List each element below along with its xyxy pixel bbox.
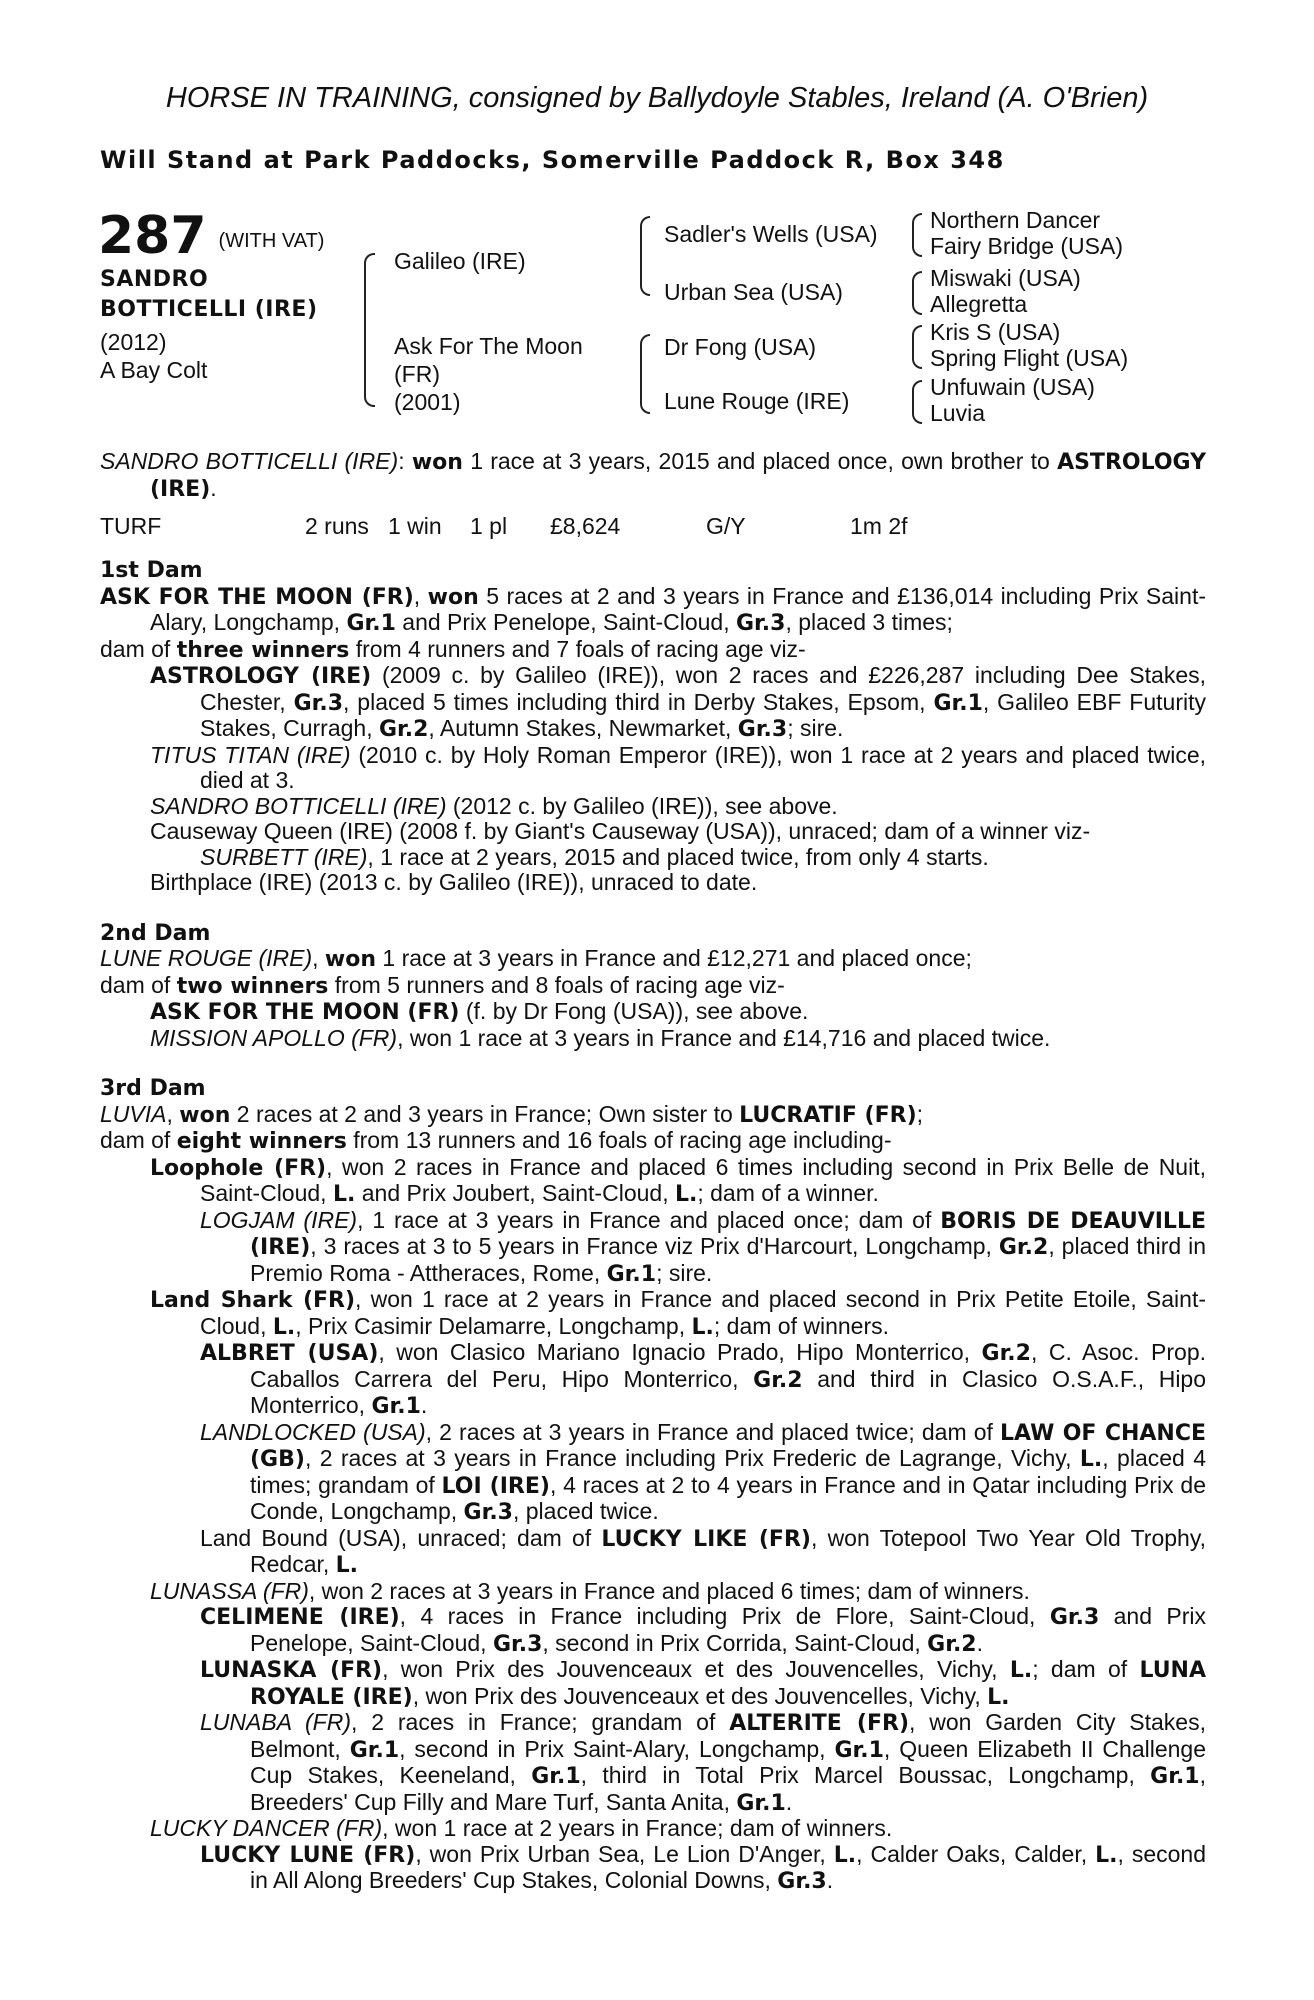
horse-description: A Bay Colt xyxy=(100,357,208,383)
dam-sire: Dr Fong (USA) xyxy=(664,334,817,360)
third-dam-heading: 3rd Dam xyxy=(100,1076,206,1101)
foaling-year: (2012) xyxy=(100,329,167,355)
turf-record: TURF 2 runs 1 win 1 pl £8,624 G/Y 1m 2f xyxy=(100,513,908,539)
vat-label: (WITH VAT) xyxy=(218,230,325,252)
stable-location: Will Stand at Park Paddocks, Somerville Paddock R, Box 348 xyxy=(100,146,1005,174)
sire-sire: Sadler's Wells (USA) xyxy=(664,221,878,247)
produce-celimene: CELIMENE (IRE), 4 races in France including Prix de Flore, Saint-Cloud, Gr.3 and Prix Penelope, Saint-Cloud, Gr.3, second in Prix Corrida, Saint-Cloud, Gr.2. xyxy=(200,1603,1207,1657)
first-dam-heading: 1st Dam xyxy=(100,558,203,583)
produce-mission-apollo: MISSION APOLLO (FR), won 1 race at 3 years in France and £14,716 and placed twice. xyxy=(150,1024,1051,1051)
sire-dam-ancestors: Miswaki (USA) Allegretta xyxy=(930,265,1081,317)
lot-number: 287 xyxy=(98,206,207,266)
produce-loophole: Loophole (FR), won 2 races in France and placed 6 times including second in Prix Belle de Nuit, Saint-Cloud, L. and Prix Joubert, Saint-Cloud, L.; dam of a winner. xyxy=(150,1153,1206,1207)
produce-titus-titan: TITUS TITAN (IRE) (2010 c. by Holy Roman Emperor (IRE)), won 1 race at 2 years and placed twice, died at 3. xyxy=(150,741,1206,793)
third-dam-record: LUVIA, won 2 races at 2 and 3 years in France; Own sister to LUCRATIF (FR); xyxy=(100,1100,924,1128)
produce-logjam: LOGJAM (IRE), 1 race at 3 years in France and placed once; dam of BORIS DE DEAUVILLE (IRE), 3 races at 3 to 5 years in France viz Prix d'Harcourt, Longchamp, Gr.2, placed third in Premio Roma - Attheraces, Rome, Gr.1; sire. xyxy=(200,1206,1206,1287)
produce-sandro-botticelli: SANDRO BOTTICELLI (IRE) (2012 c. by Galileo (IRE)), see above. xyxy=(150,792,838,819)
second-dam-record: LUNE ROUGE (IRE), won 1 race at 3 years in France and £12,271 and placed once; xyxy=(100,945,972,972)
produce-birthplace: Birthplace (IRE) (2013 c. by Galileo (IRE)), unraced to date. xyxy=(150,869,758,895)
sire-line-ancestors: Northern Dancer Fairy Bridge (USA) xyxy=(930,207,1123,259)
horse-name-line1: SANDRO xyxy=(100,267,209,292)
dam: Ask For The Moon (FR) (2001) xyxy=(394,333,583,415)
consignor-heading: HORSE IN TRAINING, consigned by Ballydoyle Stables, Ireland (A. O'Brien) xyxy=(165,82,1149,114)
pedigree-bracket xyxy=(912,380,922,424)
pedigree-bracket xyxy=(912,325,922,369)
pedigree-bracket xyxy=(364,253,375,407)
horse-info xyxy=(100,328,207,384)
first-dam-record: ASK FOR THE MOON (FR), won 5 races at 2 and 3 years in France and £136,014 including Prix Saint-Alary, Longchamp, Gr.1 and Prix Penelope, Saint-Cloud, Gr.3, placed 3 times; xyxy=(100,582,1206,636)
produce-astrology: ASTROLOGY (IRE) (2009 c. by Galileo (IRE)), won 2 races and £226,287 including Dee Stakes, Chester, Gr.3, placed 5 times including third in Derby Stakes, Epsom, Gr.1, Galileo EBF Futurity Stakes, Curragh, Gr.2, Autumn Stakes, Newmarket, Gr.3; sire. xyxy=(150,662,1207,742)
second-dam-produce-intro: dam of two winners from 5 runners and 8 foals of racing age viz- xyxy=(100,971,785,999)
produce-land-shark: Land Shark (FR), won 1 race at 2 years in France and placed second in Prix Petite Etoile, Saint-Cloud, L., Prix Casimir Delamarre, Longchamp, L.; dam of winners. xyxy=(150,1286,1206,1340)
race-record xyxy=(100,449,1206,1895)
dam-dam: Lune Rouge (IRE) xyxy=(664,388,850,414)
produce-lunaba: LUNABA (FR), 2 races in France; grandam of ALTERITE (FR), won Garden City Stakes, Belmont, Gr.1, second in Prix Saint-Alary, Longchamp, Gr.1, Queen Elizabeth II Challenge Cup Stakes, Keeneland, Gr.1, third in Total Prix Marcel Boussac, Longchamp, Gr.1, Breeders' Cup Filly and Mare Turf, Santa Anita, Gr.1. xyxy=(200,1709,1207,1816)
produce-ask-for-the-moon: ASK FOR THE MOON (FR) (f. by Dr Fong (USA)), see above. xyxy=(150,998,809,1025)
dam-dam-ancestors: Unfuwain (USA) Luvia xyxy=(930,374,1095,426)
produce-landlocked: LANDLOCKED (USA), 2 races at 3 years in France and placed twice; dam of LAW OF CHANCE (GB), 2 races at 3 years in France including Prix Frederic de Lagrange, Vichy, L., placed 4 times; grandam of LOI (IRE), 4 races at 2 to 4 years in France and in Qatar including Prix de Conde, Longchamp, Gr.3, placed twice. xyxy=(200,1418,1207,1525)
produce-causeway-queen: Causeway Queen (IRE) (2008 f. by Giant's Causeway (USA)), unraced; dam of a winner viz- xyxy=(150,818,1091,844)
sire: Galileo (IRE) xyxy=(394,248,526,274)
horse-name xyxy=(100,265,318,325)
pedigree-bracket xyxy=(640,334,650,414)
third-dam-produce-intro: dam of eight winners from 13 runners and 16 foals of racing age including- xyxy=(100,1127,892,1154)
produce-lunassa: LUNASSA (FR), won 2 races at 3 years in France and placed 6 times; dam of winners. xyxy=(150,1577,1030,1604)
dam-sire-ancestors: Kris S (USA) Spring Flight (USA) xyxy=(930,319,1129,371)
produce-land-bound: Land Bound (USA), unraced; dam of LUCKY LIKE (FR), won Totepool Two Year Old Trophy, Redcar, L. xyxy=(200,1524,1207,1578)
pedigree-bracket xyxy=(912,213,922,257)
second-dam-heading: 2nd Dam xyxy=(100,920,211,946)
produce-lucky-dancer: LUCKY DANCER (FR), won 1 race at 2 years in France; dam of winners. xyxy=(150,1815,893,1841)
pedigree-bracket xyxy=(912,271,922,315)
produce-lucky-lune: LUCKY LUNE (FR), won Prix Urban Sea, Le Lion D'Anger, L., Calder Oaks, Calder, L., second in All Along Breeders' Cup Stakes, Colonial Downs, Gr.3. xyxy=(200,1840,1207,1894)
pedigree-bracket xyxy=(640,216,650,296)
summary-paragraph: SANDRO BOTTICELLI (IRE): won 1 race at 3 years, 2015 and placed once, own brother to ASTROLOGY (IRE). xyxy=(100,448,1207,502)
lot-header xyxy=(98,206,324,266)
produce-lunaska: LUNASKA (FR), won Prix des Jouvenceaux et des Jouvencelles, Vichy, L.; dam of LUNA ROYALE (IRE), won Prix des Jouvenceaux et des Jouvencelles, Vichy, L. xyxy=(200,1656,1206,1710)
produce-surbett: SURBETT (IRE), 1 race at 2 years, 2015 and placed twice, from only 4 starts. xyxy=(200,843,989,870)
produce-albret: ALBRET (USA), won Clasico Mariano Ignacio Prado, Hipo Monterrico, Gr.2, C. Asoc. Prop. Caballos Carrera del Peru, Hipo Monterrico, Gr.2 and third in Clasico O.S.A.F., Hipo Monterrico, Gr.1. xyxy=(200,1339,1207,1419)
first-dam-produce-intro: dam of three winners from 4 runners and 7 foals of racing age viz- xyxy=(100,635,806,663)
sire-dam: Urban Sea (USA) xyxy=(664,279,843,305)
horse-name-line2: BOTTICELLI (IRE) xyxy=(100,297,318,322)
